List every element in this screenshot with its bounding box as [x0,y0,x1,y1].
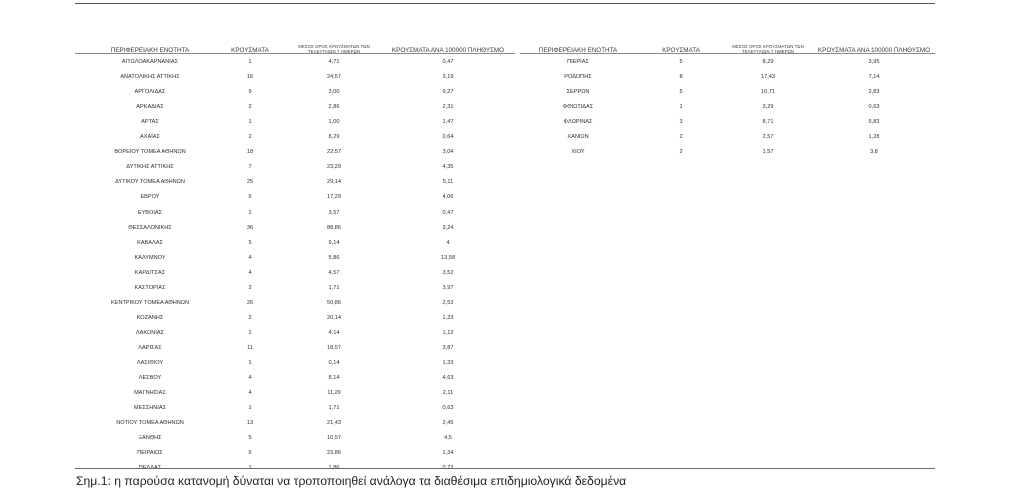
right-cell-avg7: 17,43 [761,74,775,81]
left-cell-cases: 2 [248,284,252,291]
right-cell-region: ΧΑΝΙΩΝ [567,134,589,141]
left-cell-avg7: 2,86 [328,104,340,111]
left-cell-per100k: 0,47 [442,59,454,65]
left-cell-region: ΜΑΓΝΗΣΙΑΣ [134,390,166,397]
right-cell-cases: 2 [679,149,683,156]
left-cell-per100k: 0,47 [442,209,454,216]
right-cell-cases: 2 [679,134,683,141]
left-cell-region: ΠΕΛΛΑΣ [138,465,162,472]
left-cell-region: ΚΑΡΔΙΤΣΑΣ [134,269,166,276]
left-cell-avg7: 8,29 [328,134,340,141]
left-cell-avg7: 4,14 [328,329,340,336]
left-cell-per100k: 4,63 [442,375,454,382]
left-cell-avg7: 29,14 [327,179,341,186]
left-cell-avg7: 4,57 [328,269,340,276]
left-cell-region: ΑΡΓΟΛΙΔΑΣ [134,89,166,96]
left-cell-cases: 25 [246,179,254,186]
left-cell-cases: 2 [248,314,252,321]
left-header-avg7: ΜΕΣΟΣ ΟΡΟΣ ΚΡΟΥΣΜΑΤΩΝ ΤΩΝ ΤΕΛΕΥΤΑΙΩΝ 7 ΗΜΕΡΩΝ [298,44,370,54]
left-cell-cases: 4 [248,375,252,382]
right-header-cases: ΚΡΟΥΣΜΑΤΑ [662,47,700,54]
left-cell-avg7: 17,29 [327,194,341,201]
left-header-per100k: ΚΡΟΥΣΜΑΤΑ ΑΝΑ 100000 ΠΛΗΘΥΣΜΟ [391,47,505,54]
left-cell-per100k: 0,72 [442,465,454,472]
left-cell-cases: 4 [248,390,252,397]
right-cell-per100k: 1,28 [868,134,880,141]
left-cell-avg7: 18,57 [327,344,341,351]
left-cell-per100k: 3,97 [442,284,454,291]
right-cell-avg7: 2,57 [762,134,774,141]
left-cell-region: ΑΝΑΤΟΛΙΚΗΣ ΑΤΤΙΚΗΣ [120,74,180,81]
left-cell-cases: 1 [248,119,252,126]
left-cell-avg7: 1,71 [328,405,340,412]
left-cell-avg7: 10,57 [327,435,341,442]
left-cell-cases: 9 [248,89,252,96]
left-cell-per100k: 9,27 [442,89,454,96]
left-cell-per100k: 5,11 [442,179,454,186]
left-cell-per100k: 4,06 [442,194,454,201]
left-cell-avg7: 5,86 [328,254,340,261]
right-cell-region: ΦΘΙΩΤΙΔΑΣ [562,104,594,111]
left-cell-per100k: 2,11 [442,390,454,397]
left-cell-region: ΚΑΒΑΛΑΣ [137,239,163,246]
right-cell-per100k: 2,83 [868,89,880,96]
right-cell-per100k: 3,95 [868,59,880,65]
left-cell-cases: 36 [246,224,254,231]
left-cell-cases: 2 [248,134,252,141]
right-cell-cases: 8 [679,74,683,81]
left-cell-cases: 6 [248,450,252,457]
left-cell-region: ΛΑΚΩΝΙΑΣ [135,329,165,336]
left-cell-region: ΑΙΤΩΛΟΑΚΑΡΝΑΝΙΑΣ [121,59,179,65]
right-cell-cases: 5 [679,89,683,96]
left-cell-per100k: 2,53 [442,299,454,306]
footnote: Σημ.1: η παρούσα κατανομή δύναται να τροποποιηθεί ανάλογα τα διαθέσιμα επιδημιολογικά δεδομένα [76,474,627,488]
right-header-region: ΠΕΡΙΦΕΡΕΙΑΚΗ ΕΝΟΤΗΤΑ [538,47,618,54]
left-cell-avg7: 24,57 [327,74,341,81]
left-cell-region: ΕΥΒΟΙΑΣ [137,209,163,216]
left-cell-per100k: 1,47 [442,119,454,126]
left-cell-per100k: 3,24 [442,224,454,231]
left-cell-avg7: 0,14 [328,360,340,366]
left-cell-cases: 5 [248,435,252,442]
left-header-cases: ΚΡΟΥΣΜΑΤΑ [231,47,269,54]
left-cell-region: ΕΒΡΟΥ [140,194,160,201]
left-cell-avg7: 22,57 [327,149,341,156]
left-cell-cases: 1 [248,465,252,472]
right-cell-cases: 3 [679,119,683,126]
left-cell-region: ΠΕΙΡΑΙΩΣ [137,450,163,457]
left-cell-per100k: 4,35 [442,164,454,171]
left-cell-per100k: 2,31 [442,104,454,111]
left-cell-per100k: 2,45 [442,420,454,427]
left-cell-cases: 6 [248,194,252,201]
left-cell-avg7: 4,71 [328,59,340,65]
top-divider [75,3,935,4]
left-cell-per100k: 4,5 [444,435,452,442]
left-cell-region: ΑΧΑΪΑΣ [140,134,160,141]
left-cell-cases: 11 [247,344,253,351]
left-cell-per100k: 3,04 [442,149,454,156]
left-cell-cases: 1 [248,360,252,366]
left-cell-region: ΛΑΡΙΣΑΣ [138,344,162,351]
left-cell-cases: 5 [248,239,252,246]
left-cell-region: ΑΡΤΑΣ [141,119,159,126]
left-cell-avg7: 23,29 [327,164,341,171]
left-cell-per100k: 1,12 [442,329,454,336]
left-cell-cases: 18 [246,149,254,156]
left-cell-avg7: 88,86 [327,224,341,231]
right-header-divider [520,53,935,54]
left-cell-region: ΛΑΣΙΘΙΟΥ [136,360,164,366]
left-cell-per100k: 3,87 [442,344,454,351]
right-cell-avg7: 8,29 [762,59,774,65]
right-cell-region: ΣΕΡΡΩΝ [566,89,590,96]
left-cell-cases: 4 [248,254,252,261]
left-cell-per100k: 1,33 [442,360,454,366]
right-cell-region: ΡΟΔΟΠΗΣ [564,74,592,81]
left-cell-region: ΚΑΣΤΟΡΙΑΣ [134,284,166,291]
right-cell-avg7: 8,71 [762,119,774,126]
right-cell-avg7: 10,71 [761,89,775,96]
right-cell-per100k: 3,8 [870,149,878,156]
left-cell-cases: 1 [248,405,252,412]
left-cell-per100k: 3,52 [442,269,454,276]
left-cell-region: ΑΡΚΑΔΙΑΣ [136,104,164,111]
left-cell-cases: 16 [246,74,254,81]
left-cell-avg7: 20,14 [327,314,341,321]
left-cell-region: ΔΥΤΙΚΟΥ ΤΟΜΕΑ ΑΘΗΝΩΝ [115,179,185,186]
left-cell-avg7: 50,86 [327,299,341,306]
left-cell-region: ΞΑΝΘΗΣ [138,435,162,442]
left-cell-cases: 26 [246,299,254,306]
left-cell-per100k: 0,64 [442,134,454,141]
left-cell-per100k: 4 [446,239,450,246]
left-cell-region: ΚΟΖΑΝΗΣ [136,314,164,321]
left-cell-per100k: 1,33 [442,314,454,321]
left-cell-region: ΜΕΣΣΗΝΙΑΣ [133,405,167,412]
left-cell-avg7: 11,29 [327,390,341,397]
left-cell-region: ΝΟΤΙΟΥ ΤΟΜΕΑ ΑΘΗΝΩΝ [116,420,184,427]
left-cell-per100k: 1,34 [442,450,454,457]
left-cell-avg7: 9,14 [328,239,340,246]
left-cell-avg7: 8,14 [328,375,340,382]
left-cell-per100k: 0,63 [442,405,454,412]
right-cell-cases: 5 [679,59,683,65]
left-cell-avg7: 23,86 [327,450,341,457]
right-cell-region: ΠΙΕΡΙΑΣ [567,59,589,65]
right-cell-per100k: 5,83 [868,119,880,126]
left-cell-avg7: 3,00 [328,89,340,96]
right-header-per100k: ΚΡΟΥΣΜΑΤΑ ΑΝΑ 100000 ΠΛΗΘΥΣΜΟ [817,47,931,54]
left-cell-region: ΒΟΡΕΙΟΥ ΤΟΜΕΑ ΑΘΗΝΩΝ [114,149,186,156]
right-cell-per100k: 7,14 [868,74,880,81]
bottom-divider [75,468,935,469]
left-cell-avg7: 21,43 [327,420,341,427]
left-cell-region: ΔΥΤΙΚΗΣ ΑΤΤΙΚΗΣ [126,164,174,171]
left-cell-cases: 1 [248,209,252,216]
left-cell-avg7: 1,86 [328,465,340,472]
right-cell-region: ΦΛΩΡΙΝΑΣ [563,119,593,126]
left-cell-cases: 1 [248,329,252,336]
left-cell-avg7: 1,00 [328,119,340,126]
left-cell-cases: 13 [246,420,254,427]
left-cell-region: ΚΑΛΥΜΝΟΥ [134,254,166,261]
left-cell-per100k: 3,19 [442,74,454,81]
left-cell-avg7: 3,57 [328,209,340,216]
left-header-region: ΠΕΡΙΦΕΡΕΙΑΚΗ ΕΝΟΤΗΤΑ [110,47,190,54]
right-cell-region: ΧΙΟΥ [571,149,585,156]
left-cell-cases: 2 [248,104,252,111]
left-cell-region: ΘΕΣΣΑΛΟΝΙΚΗΣ [128,224,172,231]
left-header-divider [75,53,515,54]
left-cell-avg7: 1,71 [328,284,340,291]
right-cell-avg7: 3,29 [762,104,774,111]
left-cell-cases: 1 [248,59,252,65]
right-header-avg7: ΜΕΣΟΣ ΟΡΟΣ ΚΡΟΥΣΜΑΤΩΝ ΤΩΝ ΤΕΛΕΥΤΑΙΩΝ 7 ΗΜΕΡΩΝ [732,44,804,54]
right-cell-cases: 1 [679,104,683,111]
left-cell-cases: 7 [248,164,252,171]
left-cell-region: ΛΕΣΒΟΥ [138,375,162,382]
left-cell-cases: 4 [248,269,252,276]
right-cell-per100k: 0,63 [868,104,880,111]
left-cell-region: ΚΕΝΤΡΙΚΟΥ ΤΟΜΕΑ ΑΘΗΝΩΝ [110,299,189,306]
right-cell-avg7: 1,57 [762,149,774,156]
left-cell-per100k: 13,58 [441,254,455,261]
